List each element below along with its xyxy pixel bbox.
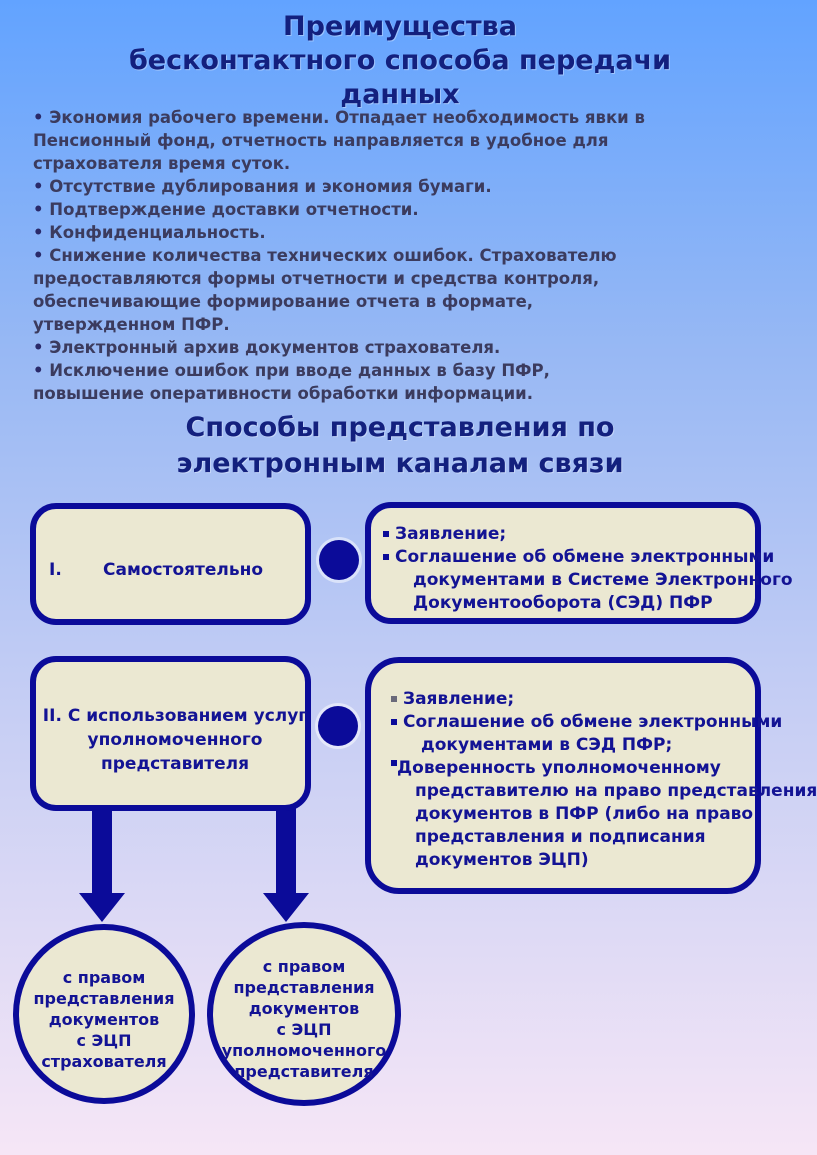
method-number: I.: [49, 560, 62, 580]
bullet-square-icon: [383, 554, 389, 560]
method-label-line: II. С использованием услуг: [42, 706, 308, 726]
option-representative-ecp: с правом представления документов с ЭЦП уполномоченного представителя: [207, 922, 401, 1106]
option-insurer-ecp: с правом представления документов с ЭЦП страхователя: [13, 924, 195, 1104]
bullet-square-icon: [391, 719, 397, 725]
connector-dot: [319, 540, 359, 580]
bullet-square-icon: [383, 531, 389, 537]
document-item: Заявление;: [383, 523, 793, 546]
section-title-line: электронным каналам связи: [176, 448, 624, 479]
advantage-item: • Отсутствие дублирования и экономия бумаги.: [33, 175, 793, 198]
section-title-line: Способы представления по: [185, 412, 615, 443]
bullet-square-icon: [391, 696, 397, 702]
advantage-item: • Снижение количества технических ошибок. Страхователю предоставляются формы отчетности и средства контроля, обеспечивающие формирование отчета в формате, утвержденном ПФР.: [33, 244, 793, 336]
method-representative-box: [30, 656, 311, 811]
method-label-line: уполномоченного: [87, 730, 263, 750]
method-independent-documents: [365, 502, 793, 624]
page-title-line: данных: [340, 79, 460, 110]
method-representative-documents: [365, 657, 817, 894]
bullet-square-icon: [391, 760, 397, 766]
connector-dot: [318, 706, 358, 746]
down-arrow-right: [263, 808, 309, 922]
document-item: Соглашение об обмене электронными документами в Системе Электронного Документооборота (СЭД) ПФР: [383, 546, 793, 615]
down-arrow-left: [79, 808, 125, 922]
method-label: Самостоятельно: [103, 560, 264, 580]
method-label-line: представителя: [101, 754, 249, 774]
advantage-item: • Подтверждение доставки отчетности.: [33, 198, 793, 221]
advantage-item: • Электронный архив документов страхователя.: [33, 336, 793, 359]
method-independent-box: [30, 503, 311, 625]
page-title-line: Преимущества: [283, 11, 517, 42]
advantage-item: • Экономия рабочего времени. Отпадает необходимость явки в Пенсионный фонд, отчетность направляется в удобное для страхователя время суток.: [33, 106, 793, 175]
advantage-item: • Конфиденциальность.: [33, 221, 793, 244]
advantage-item: • Исключение ошибок при вводе данных в базу ПФР, повышение оперативности обработки информации.: [33, 359, 793, 405]
document-item: Соглашение об обмене электронными документами в СЭД ПФР;: [391, 711, 817, 757]
page-title-line: бесконтактного способа передачи: [128, 45, 672, 76]
document-item: Доверенность уполномоченному представителю на право представления документов в ПФР (либо на право представления и подписания документов ЭЦП): [391, 757, 817, 872]
document-item: Заявление;: [391, 688, 817, 711]
